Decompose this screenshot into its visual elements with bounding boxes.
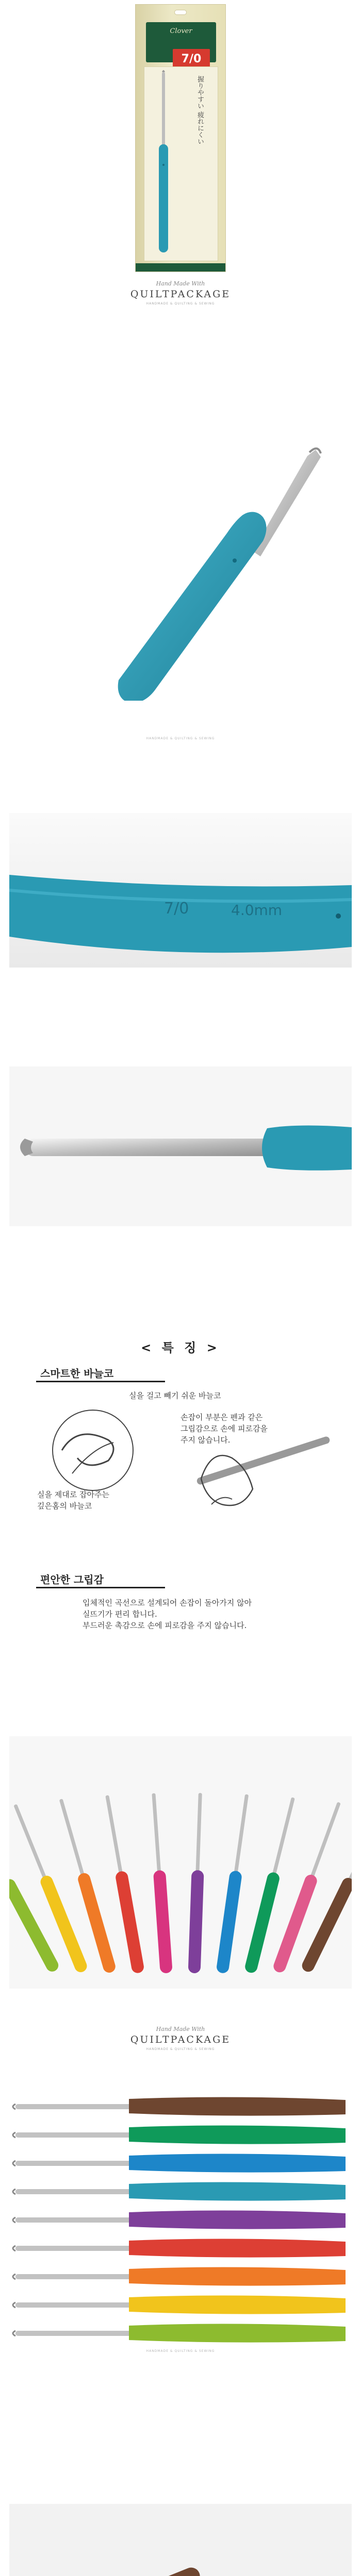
package-size: 7/0 [173, 49, 210, 70]
logo-wordmark: QUILTPACKAGE [130, 289, 231, 300]
color-fan-photo [9, 1736, 352, 1989]
package-section [0, 0, 361, 306]
diag-hook-grip [99, 2574, 229, 2576]
logo-wordmark-2: QUILTPACKAGE [130, 2034, 231, 2045]
hook-grip [188, 1870, 204, 1974]
fan-hook [188, 1793, 207, 1974]
brand-logo-2 [0, 2026, 361, 2051]
hook-shaft [59, 1799, 87, 1884]
smart-hook-desc: 실을 걸고 빼기 쉬운 바늘코 [129, 1391, 221, 1400]
diag-hook [14, 2565, 203, 2576]
hook-shaft [307, 1802, 341, 1885]
packaged-hook-drawing [144, 67, 219, 262]
features-title: < 특 징 > [141, 1341, 220, 1355]
logo-tagline: HANDMADE & QUILTING & SEWING [146, 302, 215, 306]
single-hook-image [0, 330, 361, 701]
stack-hook-shaft [15, 2246, 134, 2251]
hook-tip-photo [9, 1066, 352, 1226]
hook-shaft [9, 1811, 13, 1890]
hand-note: 손잡이 부분은 펜과 같은 그립감으로 손에 피로감을 주지 않습니다. [180, 1413, 268, 1445]
stack-hook-grip [129, 2097, 346, 2115]
logo-script-2: Hand Made With [156, 2026, 205, 2032]
engraving-mm: 4.0mm [231, 902, 283, 919]
hook-tip-drawing [9, 1066, 352, 1226]
smart-hook-heading-text: 스마트한 바늘코 [40, 1367, 114, 1380]
stack-hook-tip [13, 2104, 15, 2109]
fan-hook [147, 1793, 172, 1974]
brand-logo-1 [0, 280, 361, 306]
hook-grip [244, 1871, 281, 1974]
hook-grip [153, 1870, 173, 1974]
hook-shaft [152, 1793, 161, 1881]
diagonal-hooks-section [0, 2504, 361, 2576]
hook-shaft [105, 1795, 124, 1882]
stack-hook-shaft [15, 2331, 134, 2336]
hang-hole [174, 10, 187, 15]
hook-shaft [344, 1808, 352, 1889]
stack-hook-tip [13, 2246, 15, 2251]
closeup-photo [9, 813, 352, 968]
engraving-size: 7/0 [164, 900, 189, 918]
stack-hook-tip [13, 2189, 15, 2194]
hook-shaft [233, 1794, 249, 1881]
package-window [144, 66, 218, 261]
grip-heading-underline [36, 1587, 165, 1588]
closeup-grip-drawing [9, 813, 352, 968]
fan-hook [55, 1798, 117, 1974]
features-section [0, 1334, 361, 1705]
stack-hook-grip [129, 2239, 346, 2257]
package-image [135, 4, 226, 272]
stack-hook-grip [129, 2324, 346, 2342]
fan-hook [216, 1793, 253, 1974]
heading-underline [36, 1381, 165, 1382]
hook-grip [216, 1870, 243, 1974]
stack-hook-grip [129, 2210, 346, 2229]
logo-tagline-2: HANDMADE & QUILTING & SEWING [146, 2047, 215, 2051]
grip-heading-text: 편안한 그립감 [40, 1573, 104, 1586]
hook-grip [114, 1870, 144, 1974]
stack-hook-tip [13, 2331, 15, 2336]
hook-shaft [195, 1793, 202, 1880]
stack-hook-grip [129, 2267, 346, 2285]
caption-1: HANDMADE & QUILTING & SEWING [146, 737, 215, 740]
grip-heading [36, 1571, 165, 1586]
closeup-section [0, 813, 361, 968]
stack-hook-shaft [15, 2104, 134, 2109]
package-japanese-text: 握りやすい 疲れにくい [196, 76, 204, 145]
hook-shaft [13, 1804, 50, 1886]
stack-hook-tip [13, 2217, 15, 2223]
hook-shaft [270, 1797, 295, 1883]
single-hook-section [0, 330, 361, 757]
stack-hook-tip [13, 2274, 15, 2279]
color-fan-section [0, 1736, 361, 1989]
package-brand: Clover [170, 27, 192, 35]
stack-hook-grip [129, 2182, 346, 2200]
stack-hook-shaft [15, 2217, 134, 2223]
stack-hook-grip [129, 2154, 346, 2172]
stack-hook-grip [129, 2295, 346, 2314]
stack-hook-shaft [15, 2132, 134, 2138]
package-label [146, 22, 216, 65]
stack-hook-shaft [15, 2274, 134, 2279]
diag-hook [41, 2574, 229, 2576]
hook-tip-section [0, 1066, 361, 1226]
stack-hook-shaft [15, 2189, 134, 2194]
color-fan-drawing [9, 1736, 352, 1989]
stacked-hooks-drawing [0, 2087, 361, 2360]
stack-hook-tip [13, 2302, 15, 2308]
stack-hook-shaft [15, 2161, 134, 2166]
package-bottom-bar [136, 263, 225, 272]
stack-hook-grip [129, 2125, 346, 2144]
stacked-hooks-section [0, 2087, 361, 2360]
logo-script: Hand Made With [156, 280, 205, 287]
diag-hook-grip [72, 2565, 203, 2576]
diagonal-hooks-drawing [9, 2504, 352, 2576]
fan-hook [272, 1801, 345, 1974]
stack-hook-tip [13, 2161, 15, 2166]
stack-hook-shaft [15, 2302, 134, 2308]
grip-desc: 입체적인 곡선으로 설계되어 손잡이 돌아가지 않아 실뜨기가 편리 합니다. 부드러운 촉감으로 손에 피로감을 주지 않습니다. [83, 1598, 252, 1630]
smart-hook-note: 실을 제대로 잡아주는 깊은홈의 바늘코 [37, 1490, 109, 1511]
diagonal-hooks-photo [9, 2504, 352, 2576]
smart-hook-heading [36, 1365, 165, 1380]
stack-hook-tip [13, 2132, 15, 2138]
caption-2: HANDMADE & QUILTING & SEWING [146, 2349, 215, 2353]
